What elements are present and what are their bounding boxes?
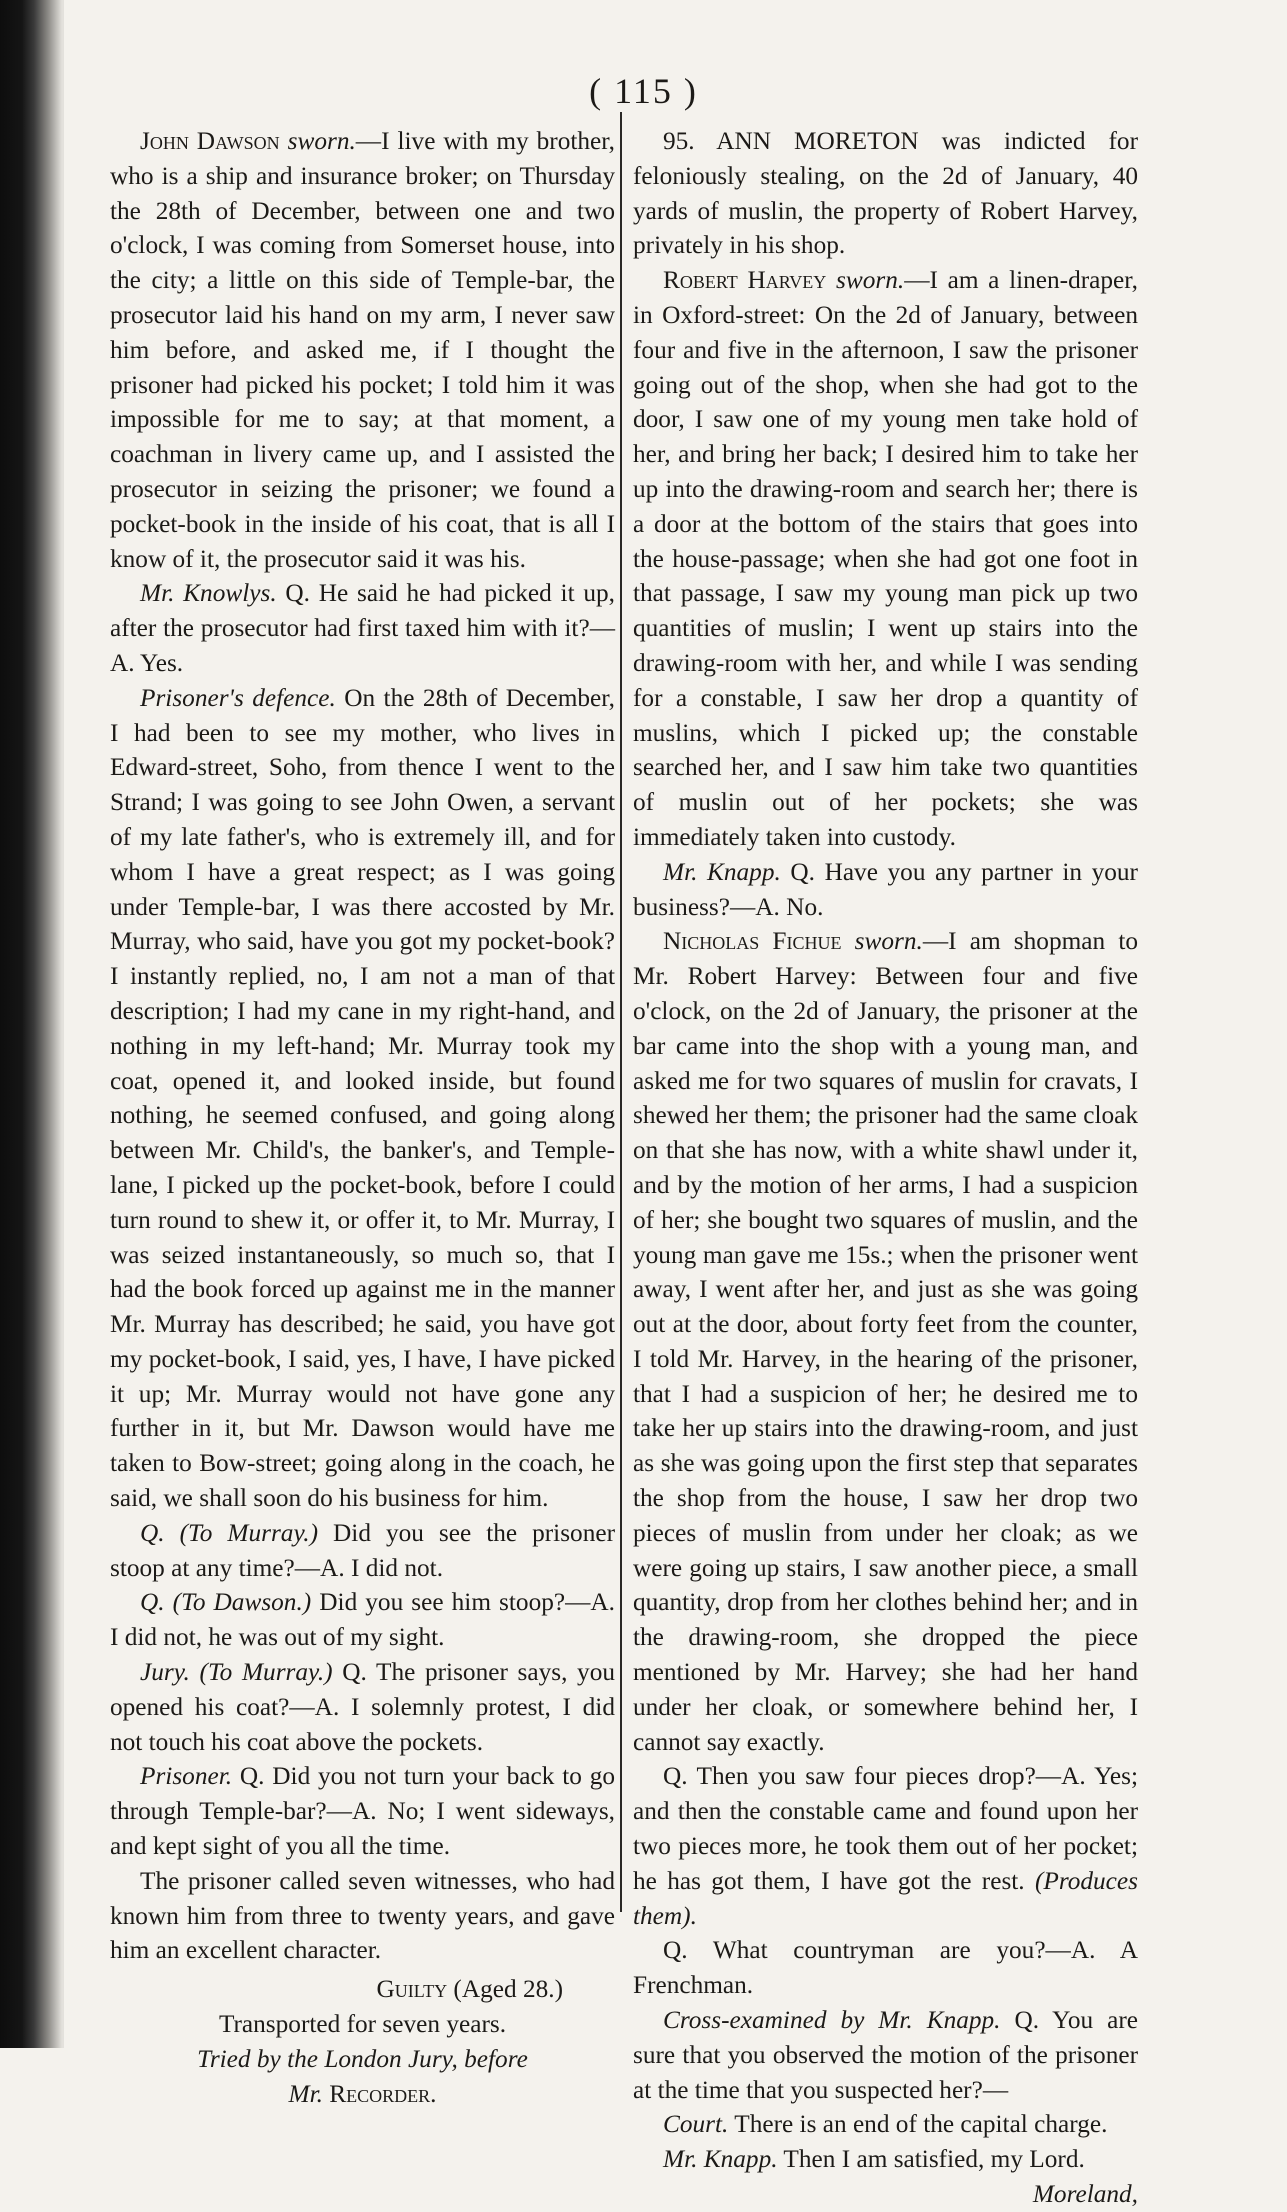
speaker-label: Q. (To Dawson.): [140, 1588, 312, 1617]
speaker-label: Mr. Knapp.: [663, 857, 781, 886]
indictment: [633, 124, 1138, 263]
four-pieces-question: [633, 1759, 1138, 1933]
paragraph-text: Q. Have you any partner in your business?—A. No.: [633, 857, 1138, 921]
catchword: Moreland,: [1032, 2180, 1138, 2209]
fichue-testimony: [633, 924, 1138, 1759]
paragraph-text: Did you see him stoop?—A. I did not, he was out of my sight.: [110, 1588, 615, 1652]
paragraph-text: Did you see the prisoner stoop at any time?—A. I did not.: [110, 1518, 615, 1582]
jury-question: [110, 1655, 615, 1759]
witness-name: Nicholas Fichue: [663, 927, 842, 956]
defendant-name: ANN MORETON: [716, 127, 919, 155]
knapp-satisfied: [633, 2142, 1138, 2177]
age: (Aged 28.): [447, 1975, 563, 2004]
scan-binding-edge: [0, 0, 64, 2048]
prisoner-question: [110, 1759, 615, 1863]
paragraph-text: Q. Did you not turn your back to go through Temple-bar?—A. No; I went sideways, and kept sight of you all the time.: [110, 1762, 615, 1861]
paragraph-text: Q. He said he had picked it up, after the prosecutor had first taxed him with it?—A. Yes.: [110, 579, 615, 677]
recorder-prefix: Mr.: [288, 2079, 330, 2108]
paragraph-text: On the 28th of December, I had been to see my mother, who lives in Edward-street, Soho, from thence I went to the Strand; I was going to see John Owen, a servant of my late father's, who is extremely ill, and for whom I have a great respect; as I was going under Temple-bar, I was there accosted by Mr. Murray, who said, have you got my pocket-book? I instantly replied, no, I am not a man of that description; I had my cane in my right-hand, and nothing in my left-hand; Mr. Murray took my coat, opened it, and looked inside, but found nothing, he seemed confused, and going along between Mr. Child's, the banker's, and Temple-lane, I picked up the pocket-book, before I could turn round to shew it, or offer it, to Mr. Murray, I was seized instantaneously, so much so, that I had the book forced up against me in the manner Mr. Murray has described; he said, you have got my pocket-book, I said, yes, I have, I have picked it up; Mr. Murray would not have gone any further in it, but Mr. Dawson would have me taken to Bow-street; going along in the coach, he said, we shall soon do his business for him.: [110, 683, 615, 1513]
speaker-label: Mr. Knowlys.: [140, 579, 277, 608]
indictment-text: was indicted for feloniously stealing, on the 2d of January, 40 yards of muslin, the property of Robert Harvey, privately in his shop.: [633, 127, 1139, 260]
paragraph-text: There is an end of the capital charge.: [728, 2110, 1108, 2139]
speaker-label: Jury. (To Murray.): [140, 1658, 333, 1687]
prisoner-defence: [110, 681, 615, 1516]
sworn-label: sworn.: [287, 127, 356, 155]
cross-examination: [633, 2003, 1138, 2107]
paragraph-text: Q. You are sure that you observed the motion of the prisoner at the time that you suspected her?—: [633, 2006, 1138, 2104]
verdict-line: [110, 1972, 615, 2007]
speaker-label: Prisoner's defence.: [140, 683, 336, 712]
paragraph-text: Q. Then you saw four pieces drop?—A. Yes; and then the constable came and found upon her two pieces more, he took them out of her pocket; he has got them, I have got the rest.: [633, 1762, 1138, 1895]
speaker-label: Prisoner.: [140, 1762, 233, 1791]
right-column: [633, 124, 1138, 2212]
sworn-label: sworn.: [854, 927, 923, 956]
verdict: Guilty: [376, 1975, 448, 2004]
column-rule: [620, 112, 622, 1912]
countryman-question: Q. What countryman are you?—A. A Frenchman.: [633, 1936, 1138, 2000]
question-to-dawson: [110, 1585, 615, 1655]
case-number: 95.: [663, 127, 717, 155]
harvey-testimony: [633, 263, 1138, 855]
produces-them: (Produces them).: [633, 1866, 1138, 1930]
speaker-label: Mr. Knapp.: [663, 2145, 778, 2174]
sworn-label: sworn.: [836, 266, 905, 295]
page-number: ( 115 ): [589, 71, 698, 111]
knowlys-question: [110, 576, 615, 680]
left-column: [110, 124, 615, 2111]
speaker-label: Court.: [663, 2110, 729, 2139]
testimony-text: —I live with my brother, who is a ship and insurance broker; on Thursday the 28th of December, between one and two o'clock, I was coming from Somerset house, into the city; a little on this side of Temple-bar, the prosecutor laid his hand on my arm, I never saw him before, and asked me, if I thought the prisoner had picked his pocket; I told him it was impossible for me to say; at that moment, a coachman in livery came up, and I assisted the prosecutor in seizing the prisoner; we found a pocket-book in the inside of his coat, that is all I know of it, the prosecutor said it was his.: [110, 127, 615, 573]
witness-name: Robert Harvey: [663, 266, 827, 295]
recorder-line: [110, 2077, 615, 2112]
speaker-label: Q. (To Murray.): [140, 1518, 319, 1547]
testimony-text: —I am shopman to Mr. Robert Harvey: Between four and five o'clock, on the 2d of January, the prisoner at the bar came into the shop with a young man, and asked me for two squares of muslin for cravats, I shewed her them; the prisoner had the same cloak on that she has now, with a white shawl under it, and by the motion of her arms, I had a suspicion of her; she bought two squares of muslin, and the young man gave me 15s.; when the prisoner went away, I went after her, and just as she was going out at the door, about forty feet from the counter, I told Mr. Harvey, in the hearing of the prisoner, that I had a suspicion of her; he desired me to take her up stairs into the drawing-room, and just as she was going upon the first step that separates the shop from the house, I saw her drop two pieces of muslin from under her cloak; as we were going up stairs, I saw another piece, a small quantity, drop from her clothes behind her; and in the drawing-room, she dropped the piece mentioned by Mr. Harvey; she had her hand under her cloak, or somewhere behind her, I cannot say exactly.: [633, 927, 1138, 1756]
speaker-label: Cross-examined by Mr. Knapp.: [663, 2006, 1001, 2035]
dawson-testimony: [110, 124, 615, 576]
recorder: Recorder.: [329, 2079, 437, 2108]
tried-by: Tried by the London Jury, before: [197, 2044, 528, 2073]
witness-name: John Dawson: [140, 127, 280, 155]
knapp-question: [633, 855, 1138, 925]
character-witnesses: The prisoner called seven witnesses, who had known him from three to twenty years, and gave him an excellent character.: [110, 1866, 615, 1965]
testimony-text: —I am a linen-draper, in Oxford-street: On the 2d of January, between four and five in the afternoon, I saw the prisoner going out of the shop, when she had got to the door, I saw one of my young men take hold of her, and bring her back; I desired him to take her up into the drawing-room and search her; there is a door at the bottom of the stairs that goes into the house-passage; when she had got one foot in that passage, I saw my young man pick up two quantities of muslin; I went up stairs into the drawing-room with her, and while I was sending for a constable, I saw her drop a quantity of muslins, which I picked up; the constable searched her, and I saw him take two quantities of muslin out of her pockets; she was immediately taken into custody.: [633, 266, 1139, 851]
paragraph-text: Then I am satisfied, my Lord.: [777, 2145, 1085, 2174]
question-to-murray: [110, 1516, 615, 1586]
paragraph-text: Q. The prisoner says, you opened his coat?—A. I solemnly protest, I did not touch his coat above the pockets.: [110, 1658, 615, 1756]
court-remark: [633, 2107, 1138, 2142]
sentence: Transported for seven years.: [218, 2010, 507, 2039]
